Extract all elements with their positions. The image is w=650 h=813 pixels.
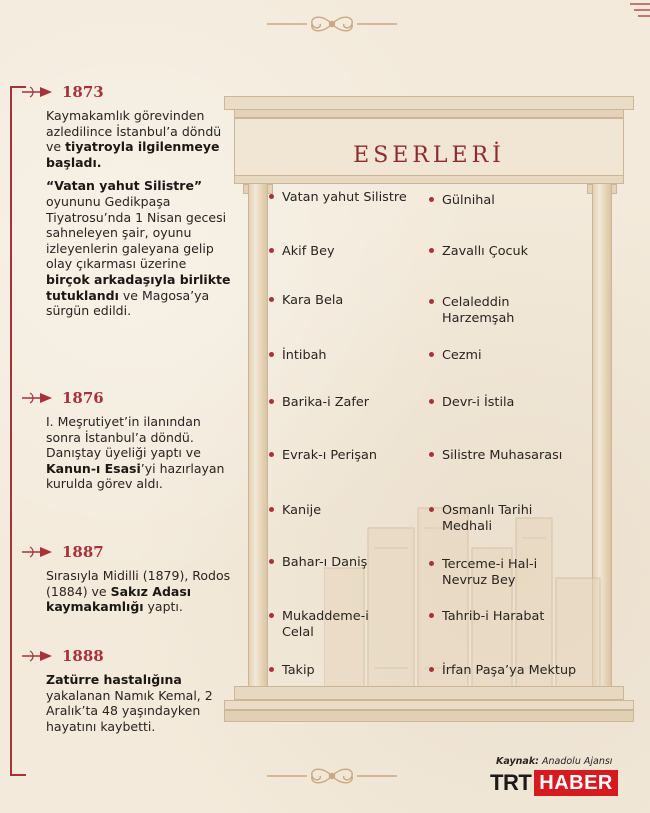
text-run: yaptı. bbox=[143, 599, 183, 615]
text-run: Sırasıyla Midilli (1879), Rodos (1884) ve bbox=[46, 568, 231, 599]
bullet-icon bbox=[269, 452, 274, 457]
cornice bbox=[224, 96, 634, 110]
source-value: Anadolu Ajansı bbox=[542, 756, 613, 767]
works-header-panel bbox=[234, 118, 624, 176]
bullet-icon bbox=[269, 297, 274, 302]
timeline-text bbox=[46, 568, 232, 615]
source-label: Kaynak: bbox=[496, 756, 539, 767]
text-run: oyununu Gedikpaşa Tiyatrosu’nda 1 Nisan gecesi sahneleyen şair, oyunu izleyenlerin galeyana gelip olay çıkarması üzerine bbox=[46, 193, 227, 272]
work-item bbox=[282, 395, 442, 411]
bullet-icon bbox=[269, 399, 274, 404]
timeline-entry-1887 bbox=[22, 542, 232, 615]
logo-trt: TRT bbox=[490, 770, 532, 795]
text-run: yakalanan Namık Kemal, 2 Aralık’ta 48 yaşındayken hayatını kaybetti. bbox=[46, 687, 213, 734]
work-item bbox=[282, 609, 392, 641]
year-label: 1873 bbox=[62, 83, 104, 101]
bullet-icon bbox=[429, 667, 434, 672]
text-run: Kaymakamlık görevinden azledilince İstanbul’a döndü ve bbox=[46, 108, 222, 155]
year-label: 1887 bbox=[62, 543, 104, 561]
work-title: Barika-i Zafer bbox=[282, 395, 369, 410]
work-title: Cezmi bbox=[442, 348, 482, 363]
work-title: Bahar-ı Daniş bbox=[282, 555, 368, 570]
base-step bbox=[224, 710, 634, 722]
work-item bbox=[282, 190, 442, 206]
bullet-icon bbox=[429, 352, 434, 357]
work-item bbox=[442, 448, 582, 464]
bullet-icon bbox=[269, 613, 274, 618]
logo-haber: HABER bbox=[534, 770, 618, 796]
work-item bbox=[282, 555, 442, 571]
bullet-icon bbox=[429, 299, 434, 304]
bullet-icon bbox=[429, 248, 434, 253]
bullet-icon bbox=[269, 248, 274, 253]
work-item bbox=[442, 395, 602, 411]
trt-haber-logo bbox=[490, 770, 618, 796]
timeline-text bbox=[46, 108, 232, 170]
bullet-icon bbox=[429, 399, 434, 404]
top-ornament-icon bbox=[262, 12, 402, 36]
text-run: ve Magosa’ya sürgün edildi. bbox=[46, 287, 210, 319]
timeline-text bbox=[46, 672, 232, 734]
work-title: Vatan yahut Silistre bbox=[282, 190, 407, 205]
timeline-entry-1876 bbox=[22, 388, 232, 492]
timeline-text bbox=[46, 414, 232, 492]
work-item bbox=[442, 244, 602, 260]
bold-run: “Vatan yahut Silistre” bbox=[46, 178, 203, 194]
work-title: İntibah bbox=[282, 348, 327, 363]
corner-decoration bbox=[630, 0, 650, 40]
work-title: Evrak-ı Perişan bbox=[282, 448, 377, 463]
bottom-ornament-icon bbox=[262, 764, 402, 788]
work-title: Takip bbox=[282, 663, 315, 678]
work-title: Tahrib-i Harabat bbox=[442, 609, 545, 624]
pen-nib-arrow-icon bbox=[22, 390, 58, 406]
plinth bbox=[234, 686, 624, 700]
work-item bbox=[282, 244, 442, 260]
bold-run: tiyatroyla ilgilenmeye başladı. bbox=[46, 139, 220, 170]
bullet-icon bbox=[269, 194, 274, 199]
work-item bbox=[282, 448, 442, 464]
work-title: Mukaddeme-i Celal bbox=[282, 609, 369, 640]
bullet-icon bbox=[269, 352, 274, 357]
work-item bbox=[442, 557, 560, 589]
bullet-icon bbox=[429, 561, 434, 566]
timeline-line bbox=[10, 86, 12, 776]
year-label: 1876 bbox=[62, 389, 104, 407]
left-column bbox=[248, 184, 268, 696]
work-item bbox=[442, 193, 602, 209]
bold-run: Zatürre hastalığına bbox=[46, 672, 182, 687]
text-run: I. Meşrutiyet’in ilanından sonra İstanbul’a döndü. Danıştay üyeliği yaptı ve bbox=[46, 414, 201, 461]
text-run: ’yi hazırlayan kurulda görev aldı. bbox=[46, 460, 225, 492]
bullet-icon bbox=[429, 507, 434, 512]
bold-run: Sakız Adası kaymakamlığı bbox=[46, 583, 192, 615]
work-item bbox=[282, 293, 442, 309]
year-label: 1888 bbox=[62, 647, 104, 665]
work-item bbox=[282, 663, 442, 679]
work-item bbox=[442, 348, 602, 364]
work-title: Akif Bey bbox=[282, 244, 335, 259]
work-title: Kanije bbox=[282, 503, 322, 518]
timeline-text bbox=[46, 178, 232, 318]
work-title: Devr-i İstila bbox=[442, 395, 515, 410]
pen-nib-arrow-icon bbox=[22, 84, 58, 100]
bullet-icon bbox=[429, 613, 434, 618]
bullet-icon bbox=[429, 197, 434, 202]
timeline-entry-1888 bbox=[22, 646, 232, 734]
pen-nib-arrow-icon bbox=[22, 648, 58, 664]
bullet-icon bbox=[269, 667, 274, 672]
work-title: Kara Bela bbox=[282, 293, 344, 308]
bold-run: birçok arkadaşıyla birlikte tutuklandı bbox=[46, 271, 231, 303]
work-title: Celaleddin Harzemşah bbox=[442, 295, 515, 326]
work-title: Silistre Muhasarası bbox=[442, 448, 563, 463]
work-item bbox=[442, 609, 602, 625]
work-title: Zavallı Çocuk bbox=[442, 244, 529, 259]
pen-nib-arrow-icon bbox=[22, 544, 58, 560]
work-item bbox=[442, 295, 552, 327]
cornice-molding bbox=[234, 110, 624, 118]
bullet-icon bbox=[269, 507, 274, 512]
works-title: ESERLERİ bbox=[353, 143, 505, 168]
work-item bbox=[442, 663, 612, 679]
entablature bbox=[234, 176, 624, 184]
bullet-icon bbox=[269, 559, 274, 564]
work-item bbox=[282, 503, 442, 519]
work-title: Osmanlı Tarihi Medhali bbox=[442, 503, 533, 534]
work-item bbox=[282, 348, 442, 364]
source-credit bbox=[496, 756, 612, 767]
work-title: Gülnihal bbox=[442, 193, 495, 208]
bullet-icon bbox=[429, 452, 434, 457]
work-title: İrfan Paşa’ya Mektup bbox=[442, 663, 577, 678]
base-step bbox=[224, 700, 634, 710]
work-title: Terceme-i Hal-i Nevruz Bey bbox=[442, 557, 538, 588]
bold-run: Kanun-ı Esasi bbox=[46, 460, 141, 476]
timeline-entry-1873 bbox=[22, 82, 232, 319]
work-item bbox=[442, 503, 552, 535]
